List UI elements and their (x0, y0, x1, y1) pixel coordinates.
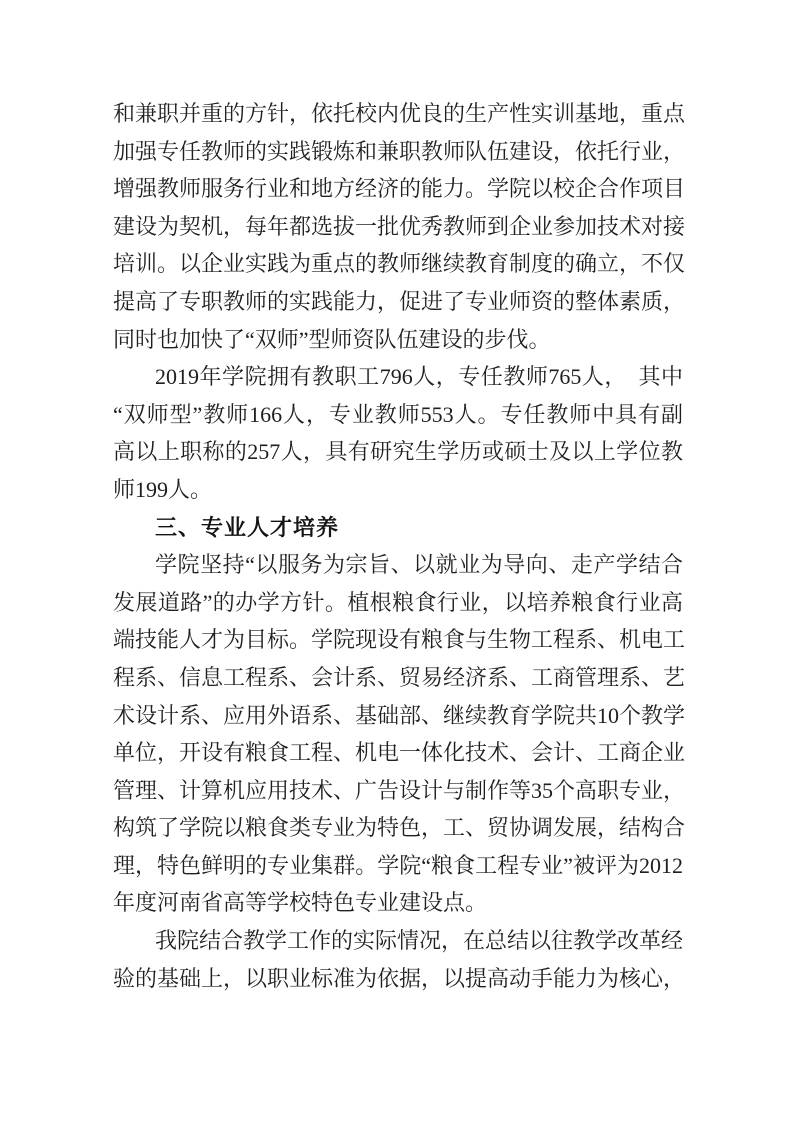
text-line: 管理、计算机应用技术、广告设计与制作等35个高职专业， (113, 777, 686, 803)
text-line: 程系、信息工程系、会计系、贸易经济系、工商管理系、艺 (113, 664, 686, 690)
text-line: 和兼职并重的方针，依托校内优良的生产性实训基地，重点 (113, 101, 686, 126)
text-line: 发展道路”的办学方针。植根粮食行业，以培养粮食行业高 (113, 589, 683, 615)
text-line: 高以上职称的257人，具有研究生学历或硕士及以上学位教 (113, 439, 683, 465)
section-heading: 三、专业人才培养 (155, 514, 340, 540)
text-line: 加强专任教师的实践锻炼和兼职教师队伍建设，依托行业， (113, 138, 686, 164)
text-line: 增强教师服务行业和地方经济的能力。学院以校企合作项目 (113, 176, 686, 202)
text-line: “双师型”教师166人，专业教师553人。专任教师中具有副 (113, 401, 683, 427)
text-line: 验的基础上，以职业标准为依据，以提高动手能力为核心， (113, 965, 686, 991)
text-line: 培训。以企业实践为重点的教师继续教育制度的确立，不仅 (113, 251, 686, 277)
document-text-block (113, 95, 686, 997)
text-line: 师199人。 (113, 476, 213, 502)
text-line: 术设计系、应用外语系、基础部、继续教育学院共10个教学 (113, 702, 686, 728)
text-line: 理，特色鲜明的专业集群。学院“粮食工程专业”被评为2012 (113, 852, 683, 878)
text-line: 提高了专职教师的实践能力，促进了专业师资的整体素质， (113, 288, 686, 314)
text-line: 构筑了学院以粮食类专业为特色，工、贸协调发展，结构合 (113, 815, 686, 841)
text-line: 单位，开设有粮食工程、机电一体化技术、会计、工商企业 (113, 740, 686, 766)
text-line: 2019年学院拥有教职工796人，专任教师765人， 其中 (155, 364, 683, 390)
text-line: 建设为契机，每年都选拔一批优秀教师到企业参加技术对接 (113, 213, 686, 239)
text-line: 同时也加快了“双师”型师资队伍建设的步伐。 (113, 326, 551, 352)
text-line: 我院结合教学工作的实际情况，在总结以往教学改革经 (155, 928, 684, 954)
text-line: 年度河南省高等学校特色专业建设点。 (113, 890, 488, 916)
text-line: 端技能人才为目标。学院现设有粮食与生物工程系、机电工 (113, 627, 686, 653)
text-line: 学院坚持“以服务为宗旨、以就业为导向、走产学结合 (155, 552, 683, 578)
